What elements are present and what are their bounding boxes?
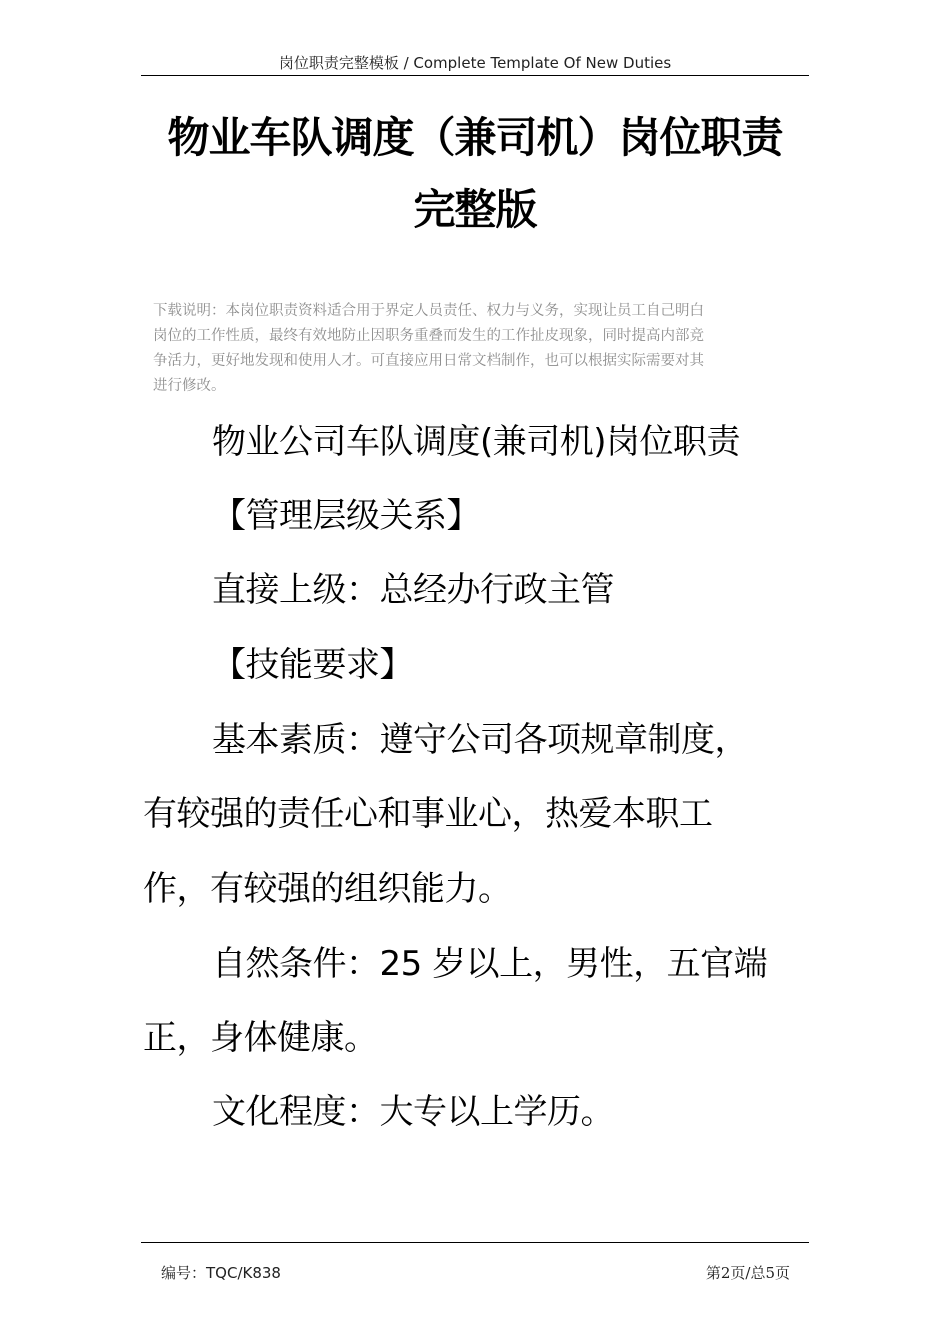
document-title-line-2: 完整版	[413, 185, 537, 234]
body-paragraph-line: 自然条件：25 岁以上，男性，五官端	[212, 944, 768, 984]
body-paragraph-line: 文化程度：大专以上学历。	[212, 1092, 614, 1132]
body-paragraph-line: 直接上级：总经办行政主管	[212, 570, 614, 610]
document-title-line-1: 物业车队调度（兼司机）岗位职责	[167, 113, 783, 162]
download-note	[153, 299, 798, 399]
download-note-line: 进行修改。	[153, 378, 226, 394]
body-paragraph-line: 有较强的责任心和事业心，热爱本职工	[143, 794, 713, 834]
body-paragraph-line: 正，身体健康。	[143, 1018, 378, 1058]
document-code: 编号：TQC/K838	[161, 1264, 281, 1282]
subsection-heading: 【管理层级关系】	[212, 496, 480, 536]
download-note-line: 岗位的工作性质，最终有效地防止因职务重叠而发生的工作扯皮现象，同时提高内部竞	[153, 328, 704, 344]
subsection-heading: 【技能要求】	[212, 645, 413, 685]
section-heading: 物业公司车队调度(兼司机)岗位职责	[212, 422, 741, 462]
body-paragraph-line: 作，有较强的组织能力。	[143, 869, 512, 909]
body-paragraph-line: 基本素质：遵守公司各项规章制度，	[212, 720, 748, 760]
page-number: 第2页/总5页	[705, 1264, 790, 1282]
header-divider	[141, 75, 809, 76]
footer-divider	[141, 1242, 809, 1243]
page-header: 岗位职责完整模板 / Complete Template Of New Duties	[278, 54, 672, 72]
download-note-line: 下载说明：本岗位职责资料适合用于界定人员责任、权力与义务，实现让员工自己明白	[153, 303, 704, 319]
download-note-line: 争活力，更好地发现和使用人才。可直接应用日常文档制作，也可以根据实际需要对其	[153, 353, 704, 369]
